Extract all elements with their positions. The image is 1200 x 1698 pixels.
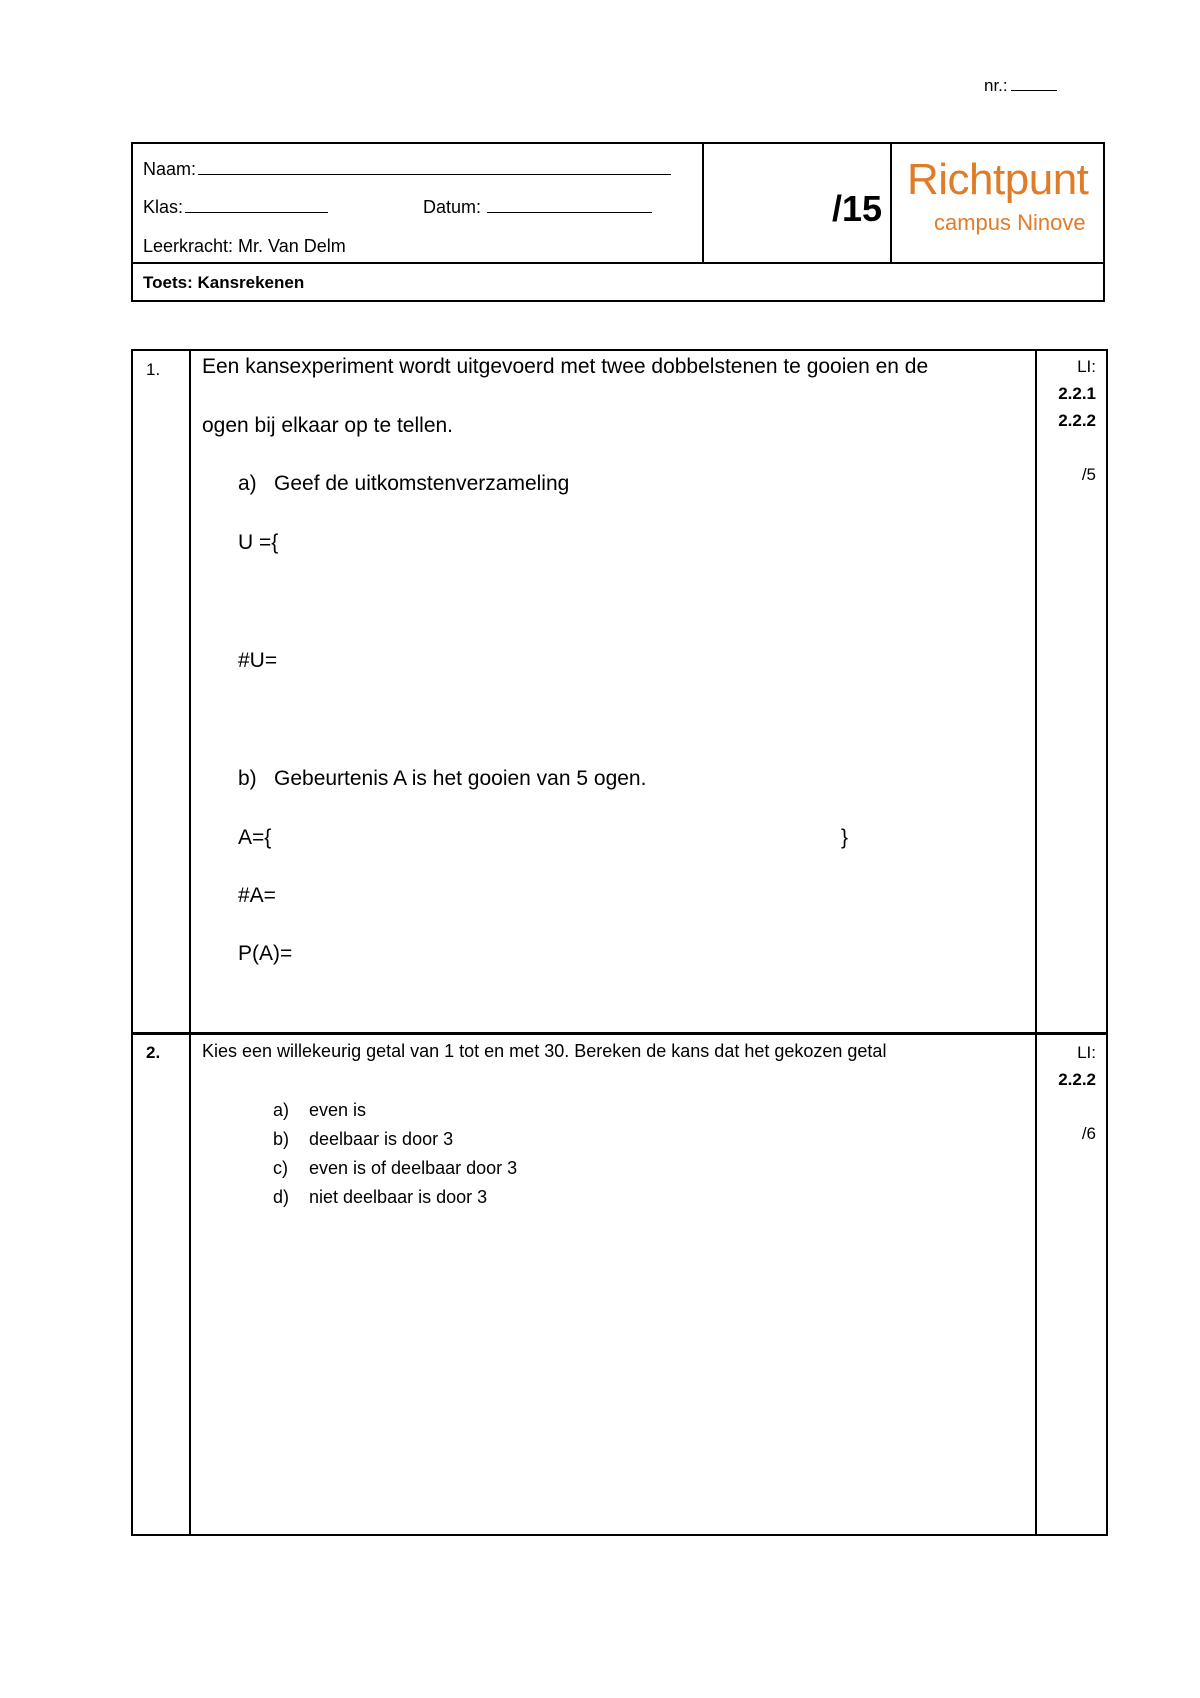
logo-main: Richtpunt <box>907 155 1089 204</box>
list-item <box>273 1187 487 1208</box>
klas-label: Klas: <box>143 197 184 217</box>
q1-a-text: Geef de uitkomstenverzameling <box>274 472 570 495</box>
klas-row <box>143 196 328 218</box>
q2-item-text: deelbaar is door 3 <box>309 1129 454 1149</box>
q2-item-marker: c) <box>273 1158 288 1178</box>
q2-item-marker: a) <box>273 1100 290 1120</box>
q2-li <box>1058 1039 1096 1147</box>
q1-li-code: 2.2.2 <box>1058 411 1096 430</box>
q2-li-label: LI: <box>1077 1043 1096 1062</box>
name-label: Naam: <box>143 159 197 179</box>
q1-a-count: #A= <box>238 884 276 907</box>
q2-item-text: niet deelbaar is door 3 <box>309 1187 488 1207</box>
student-info <box>133 144 704 262</box>
q1-li-code: 2.2.1 <box>1058 384 1096 403</box>
q2-li-code: 2.2.2 <box>1058 1070 1096 1089</box>
q1-p-a: P(A)= <box>238 942 293 965</box>
q2-number: 2. <box>146 1043 161 1062</box>
nr-label: nr.: <box>984 76 1008 95</box>
q1-a-set-close: } <box>841 826 849 849</box>
q1-li <box>1058 353 1096 488</box>
nr-field <box>984 76 1057 96</box>
q1-u-label: U ={ <box>238 531 279 554</box>
name-blank[interactable] <box>198 158 671 175</box>
q2-score: /6 <box>1081 1124 1096 1143</box>
column-divider <box>1035 351 1037 1534</box>
q1-score: /5 <box>1081 465 1096 484</box>
datum-label: Datum: <box>423 197 482 217</box>
q1-a-set-open: A={ <box>238 826 272 849</box>
total-score: /15 <box>831 188 882 229</box>
list-item <box>273 1100 366 1121</box>
q1-li-label: LI: <box>1077 357 1096 376</box>
test-title: Toets: Kansrekenen <box>133 262 1103 300</box>
q2-item-marker: b) <box>273 1129 290 1149</box>
school-logo <box>892 144 1105 262</box>
header-box <box>131 142 1105 302</box>
name-row <box>143 158 671 180</box>
q1-line1: Een kansexperiment wordt uitgevoerd met twee dobbelstenen te gooien en de <box>202 355 929 378</box>
q1-b <box>238 767 646 791</box>
q2-intro: Kies een willekeurig getal van 1 tot en met 30. Bereken de kans dat het gekozen getal <box>202 1041 887 1061</box>
q1-b-marker: b) <box>238 767 257 790</box>
column-divider <box>189 351 191 1534</box>
list-item <box>273 1158 517 1179</box>
total-score-cell <box>704 144 892 262</box>
q2-item-text: even is <box>309 1100 367 1120</box>
list-item <box>273 1129 453 1150</box>
teacher: Leerkracht: Mr. Van Delm <box>143 236 346 256</box>
questions-table <box>131 349 1108 1536</box>
datum-row <box>423 196 652 218</box>
nr-blank[interactable] <box>1011 76 1057 91</box>
klas-blank[interactable] <box>185 196 328 213</box>
q2-item-text: even is of deelbaar door 3 <box>309 1158 518 1178</box>
q1-u-count: #U= <box>238 649 278 672</box>
q1-number: 1. <box>146 360 161 379</box>
datum-blank[interactable] <box>487 196 652 213</box>
q1-line2: ogen bij elkaar op te tellen. <box>202 414 454 437</box>
q1-a-marker: a) <box>238 472 257 495</box>
row-divider <box>133 1032 1106 1035</box>
q1-a <box>238 472 569 496</box>
logo-sub: campus Ninove <box>934 210 1086 235</box>
q1-b-text: Gebeurtenis A is het gooien van 5 ogen. <box>274 767 647 790</box>
q2-item-marker: d) <box>273 1187 290 1207</box>
